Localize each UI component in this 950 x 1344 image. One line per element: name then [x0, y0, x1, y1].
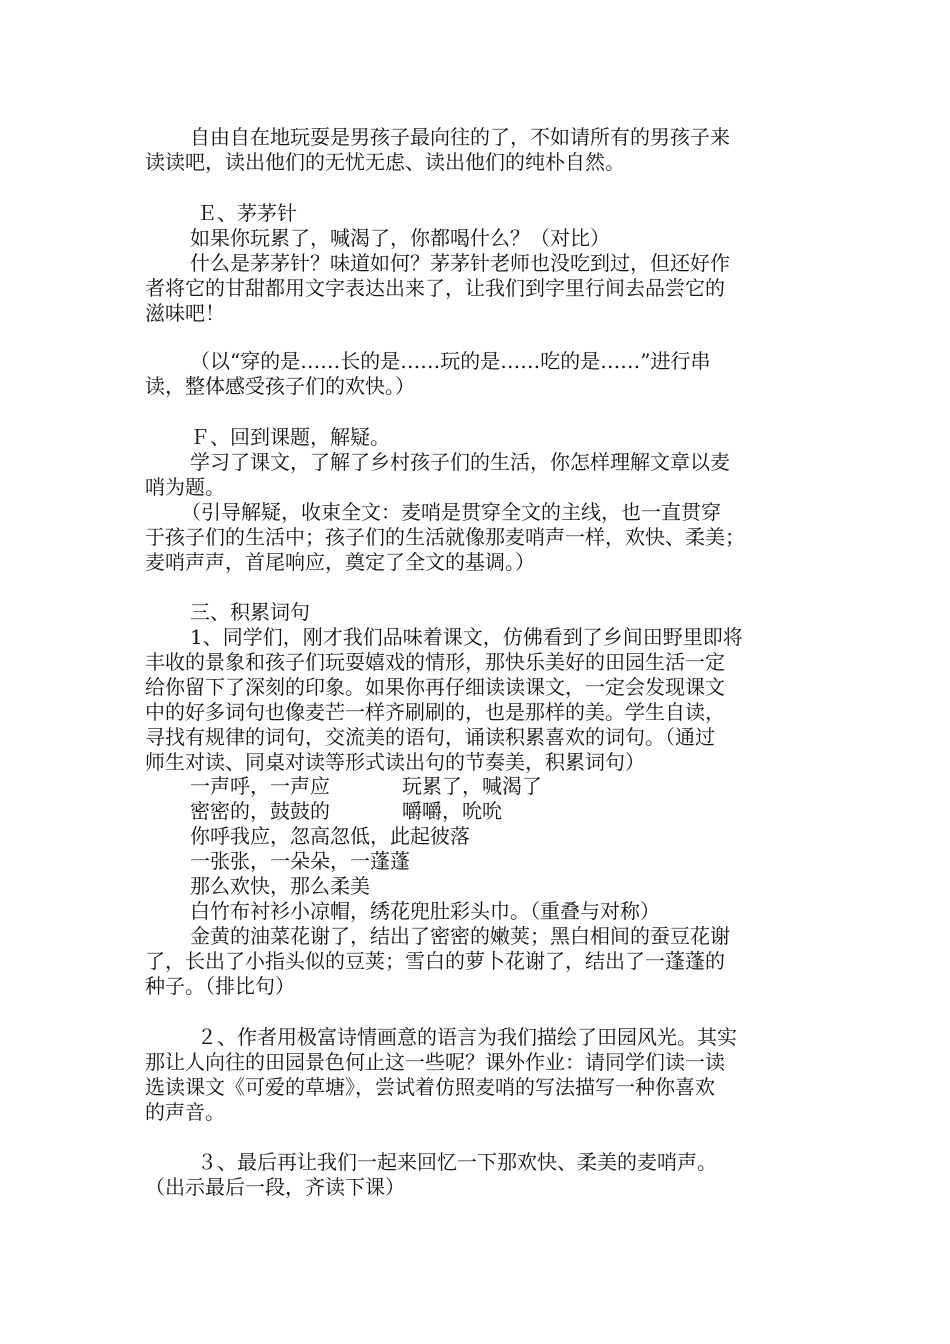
- phrase-left: 一声呼，一声应: [190, 774, 330, 798]
- text-line: 学习了课文，了解了乡村孩子们的生活，你怎样理解文章以麦: [190, 450, 730, 474]
- text-line: 自由自在地玩耍是男孩子最向往的了，不如请所有的男孩子来: [190, 125, 730, 149]
- text-line: 师生对读、同桌对读等形式读出句的节奏美，积累词句）: [145, 750, 645, 774]
- text-line: 滋味吧！: [145, 301, 225, 325]
- section-heading: Ｆ、回到课题，解疑。: [190, 425, 390, 449]
- text-line: 者将它的甘甜都用文字表达出来了，让我们到字里行间去品尝它的: [145, 276, 725, 300]
- text-line: 丰收的景象和孩子们玩耍嬉戏的情形，那快乐美好的田园生活一定: [145, 650, 725, 674]
- text-line: 给你留下了深刻的印象。如果你再仔细读读课文，一定会发现课文: [145, 675, 725, 699]
- text-line: 读读吧，读出他们的无忧无虑、读出他们的纯朴自然。: [145, 150, 625, 174]
- text-line: （出示最后一段，齐读下课）: [145, 1175, 405, 1199]
- phrase-right: 嚼嚼，吮吮: [402, 799, 502, 823]
- phrase-line: 白竹布衬衫小凉帽，绣花兜肚彩头巾。（重叠与对称）: [190, 899, 660, 923]
- text-line: （引导解疑，收束全文：麦哨是贯穿全文的主线，也一直贯穿: [181, 500, 721, 524]
- text-line: 种子。（排比句）: [145, 974, 295, 998]
- text-line: 什么是茅茅针？味道如何？茅茅针老师也没吃到过，但还好作: [190, 251, 730, 275]
- text-line: 哨为题。: [145, 475, 225, 499]
- phrase-left: 密密的，鼓鼓的: [190, 799, 330, 823]
- text-line: 金黄的油菜花谢了，结出了密密的嫩荚；黑白相间的蚕豆花谢: [190, 924, 730, 948]
- section-heading: Ｅ、茅茅针: [197, 201, 297, 225]
- text-line: 了，长出了小指头似的豆荚；雪白的萝卜花谢了，结出了一蓬蓬的: [145, 949, 725, 973]
- section-heading: 三、积累词句: [190, 600, 310, 624]
- text-line: （以“穿的是……长的是……玩的是……吃的是……”进行串: [190, 349, 711, 373]
- text-line: 中的好多词句也像麦芒一样齐刷刷的，也是那样的美。学生自读，: [145, 700, 725, 724]
- phrase-right: 玩累了，喊渴了: [402, 774, 542, 798]
- text-line: 寻找有规律的词句，交流美的语句，诵读积累喜欢的词句。（通过: [145, 725, 715, 749]
- phrase-line: 一张张，一朵朵，一蓬蓬: [190, 849, 410, 873]
- text-line: 那让人向往的田园景色何止这一些呢？课外作业：请同学们读一读: [145, 1050, 725, 1074]
- phrase-line: 那么欢快，那么柔美: [190, 874, 370, 898]
- phrase-line: 你呼我应，忽高忽低，此起彼落: [190, 824, 470, 848]
- text-line: 1、同学们，刚才我们品味着课文，仿佛看到了乡间田野里即将: [190, 625, 743, 649]
- text-line: 于孩子们的生活中；孩子们的生活就像那麦哨声一样，欢快、柔美；: [145, 525, 745, 549]
- text-line: 如果你玩累了，喊渴了，你都喝什么？（对比）: [190, 226, 610, 250]
- text-line: 选读课文《可爱的草塘》，尝试着仿照麦哨的写法描写一种你喜欢: [145, 1075, 715, 1099]
- text-line: 麦哨声声，首尾响应，奠定了全文的基调。）: [145, 550, 535, 574]
- text-line: ３、最后再让我们一起来回忆一下那欢快、柔美的麦哨声。: [197, 1150, 717, 1174]
- text-line: 读，整体感受孩子们的欢快。）: [145, 374, 415, 398]
- text-line: 的声音。: [145, 1100, 225, 1124]
- text-line: ２、作者用极富诗情画意的语言为我们描绘了田园风光。其实: [197, 1025, 737, 1049]
